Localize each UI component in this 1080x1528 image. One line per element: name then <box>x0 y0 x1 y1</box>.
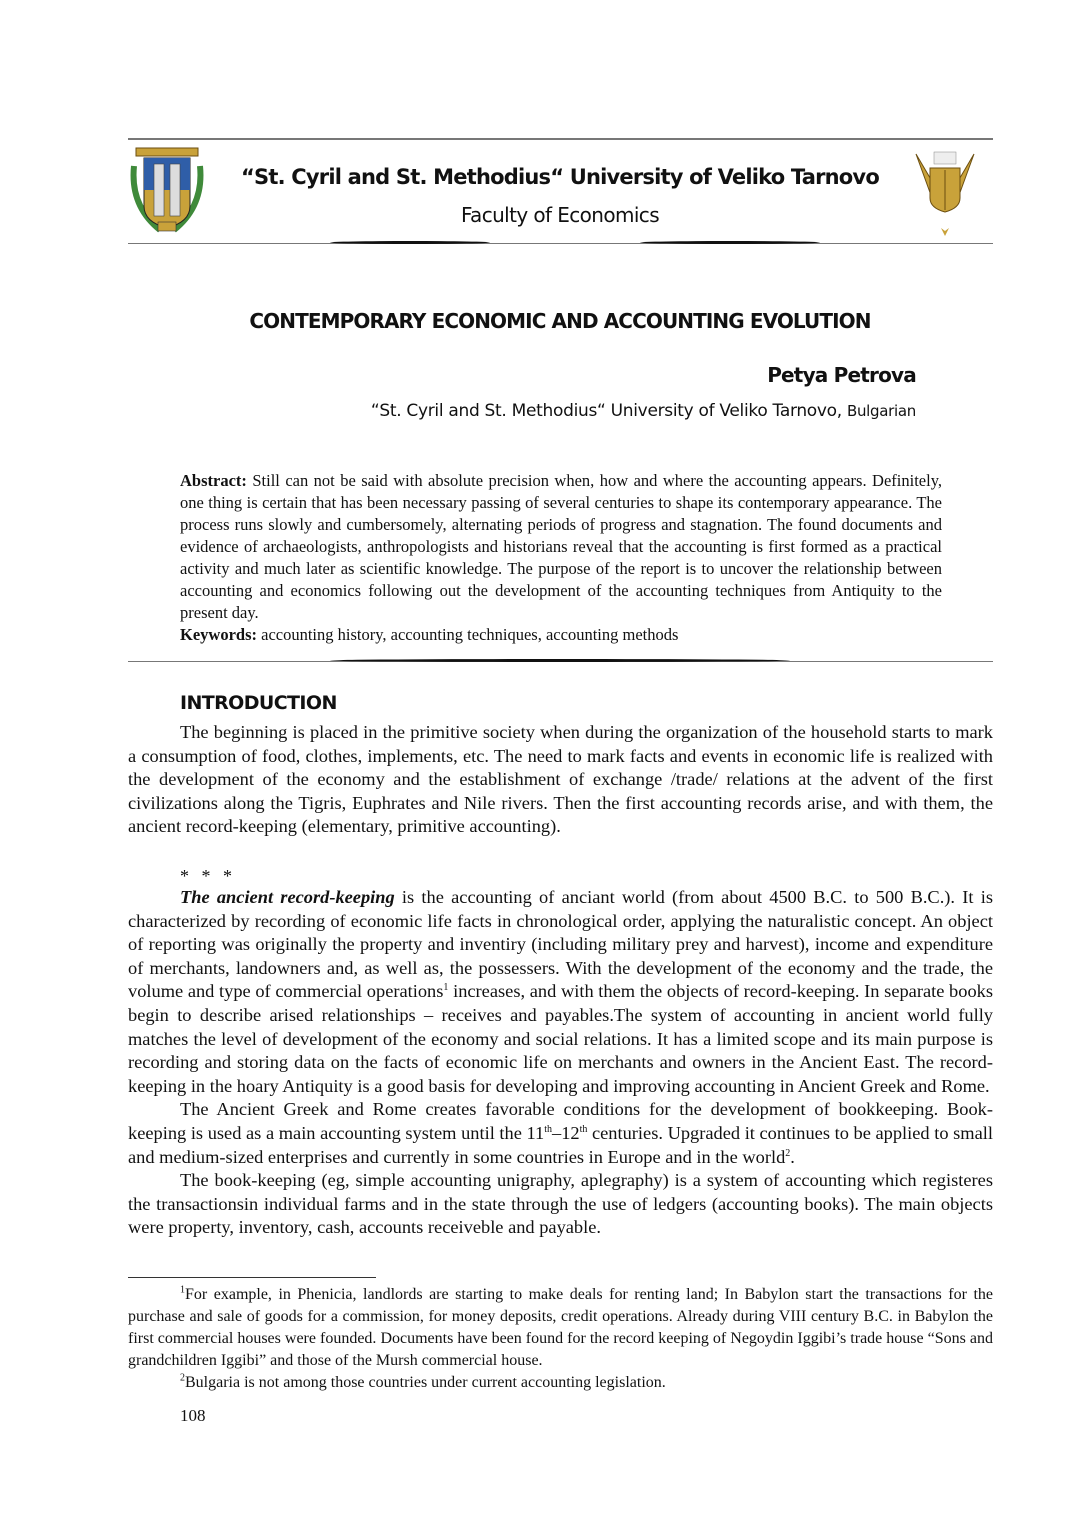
header-accent-line <box>330 241 490 244</box>
term-ancient-record-keeping: The ancient record-keeping <box>180 887 395 907</box>
footnote-number: 1 <box>180 1284 185 1296</box>
abstract <box>180 470 942 646</box>
paragraph-3-text: . <box>790 1146 795 1167</box>
header-bottom-rule <box>128 243 993 244</box>
paragraph-2-text: is the accounting of anciant world (from about 4500 B.C. to 500 B.C.). It is characterized by recording of economic life facts in chronological order, applying the naturalistic concept. An object of reporting was originally the property and inventiry (including military prey and harvest), income and expenditure of merchants, landowners and, as well as, the possessers. With the development of the economy and the trade, the volume and type of commercial operations <box>128 887 993 1002</box>
paragraph-1: The beginning is placed in the primitive society when during the organization of the household starts to mark a consumption of food, clothes, implements, etc. The need to mark facts and events in economic life is realized with the development of the economy and the establishment of exchange /trade/ relations at the advent of the first civilizations along the Tigris, Euphrates and Nile rivers. Then the first accounting records arise, and with them, the ancient record-keeping (elementary, primitive accounting). <box>128 722 993 837</box>
footnote-text: For example, in Phenicia, landlords are starting to make deals for renting land; In Babylon start the transactions for the purchase and sale of goods for a commission, for money deposits, credit operations. Already during VIII century B.C. in Babylon the first commercial houses were founded. Documents have been found for the record keeping of Negoydin Iggibi’s trade house “Sons and grandchildren Iggibi” and those of the Mursh commercial house. <box>128 1286 993 1369</box>
paragraph-3-text: The Ancient Greek and Rome creates favorable conditions for the development of bookkeeping. Book-keeping is used as a main accounting system until the 11 <box>128 1099 993 1143</box>
intro-paragraph <box>128 721 993 839</box>
affiliation-university: “St. Cyril and St. Methodius“ University of Veliko Tarnovo, <box>370 401 842 421</box>
author-name: Petya Petrova <box>767 363 916 387</box>
footnote-text: Bulgaria is not among those countries under current accounting legislation. <box>185 1374 666 1391</box>
footnote-ref-1[interactable]: 1 <box>443 982 449 994</box>
university-name: “St. Cyril and St. Methodius“ University of Veliko Tarnovo <box>241 165 879 189</box>
ordinal-suffix: th <box>579 1123 588 1135</box>
paragraph-3 <box>128 1098 993 1169</box>
paragraph-3-text: –12 <box>552 1122 580 1143</box>
header-top-rule <box>128 138 993 140</box>
abstract-text: Still can not be said with absolute precision when, how and where the accounting appears. Definitely, one thing is certain that has been necessary passing of several centuries to shape its contemporary appearance. The process runs slowly and cumbersomely, alternating periods of progress and stagnation. The found documents and evidence of archaeologists, anthropologists and historians reveal that the accounting is first formed as a practical activity and much later as scientific knowledge. The purpose of the report is to uncover the relationship between accounting and economics following out the development of the accounting techniques from Antiquity to the present day. <box>180 471 942 622</box>
abstract-accent-line <box>330 659 790 662</box>
affiliation-country: Bulgarian <box>846 402 916 420</box>
abstract-label: Abstract: <box>180 471 247 490</box>
footnote-number: 2 <box>180 1372 185 1384</box>
section-heading-introduction: INTRODUCTION <box>180 692 337 714</box>
paragraph-4: The book-keeping (eg, simple accounting unigraphy, aplegraphy) is a system of accounting which registeres the transactionsin individual farms and in the state through the use of ledgers (accounting books). The main objects were property, inventory, cash, accounts receiveble and payable. <box>128 1170 993 1238</box>
faculty-emblem-logo <box>912 148 978 240</box>
keywords-label: Keywords: <box>180 625 257 644</box>
faculty-name: Faculty of Economics <box>460 203 660 227</box>
keywords-text: accounting history, accounting techniques, accounting methods <box>261 625 679 644</box>
footnotes <box>128 1284 993 1394</box>
ordinal-suffix: th <box>544 1123 552 1135</box>
footnote-2 <box>128 1372 993 1394</box>
footnote-1 <box>128 1284 993 1372</box>
page-number: 108 <box>180 1406 206 1425</box>
header-accent-line <box>640 241 820 244</box>
author-affiliation <box>371 401 916 421</box>
paragraph-2 <box>128 886 993 1098</box>
paragraph-2-text-cont: increases, and with them the objects of record-keeping. In separate books begin to describe arised relationships – receives and payables.The system of accounting in ancient world fully matches the level of development of the economy and social relations. It has a limited scope and its main purpose is recording and storing data on the facts of economic life on merchants and owners in the Ancient East. The record-keeping in the hoary Antiquity is a good basis for developing and improving accounting in Ancient Greek and Rome. <box>128 981 993 1096</box>
article-title: CONTEMPORARY ECONOMIC AND ACCOUNTING EVOLUTION <box>249 309 871 333</box>
section-separator: * * * <box>180 866 236 886</box>
paragraph-3-text: centuries. Upgraded it continues to be applied to small and medium-sized enterprises and currently in some countries in Europe and in the world <box>128 1122 993 1167</box>
footnote-ref-2[interactable]: 2 <box>785 1147 791 1159</box>
body-paragraphs <box>128 886 993 1240</box>
footnote-separator <box>128 1277 376 1278</box>
